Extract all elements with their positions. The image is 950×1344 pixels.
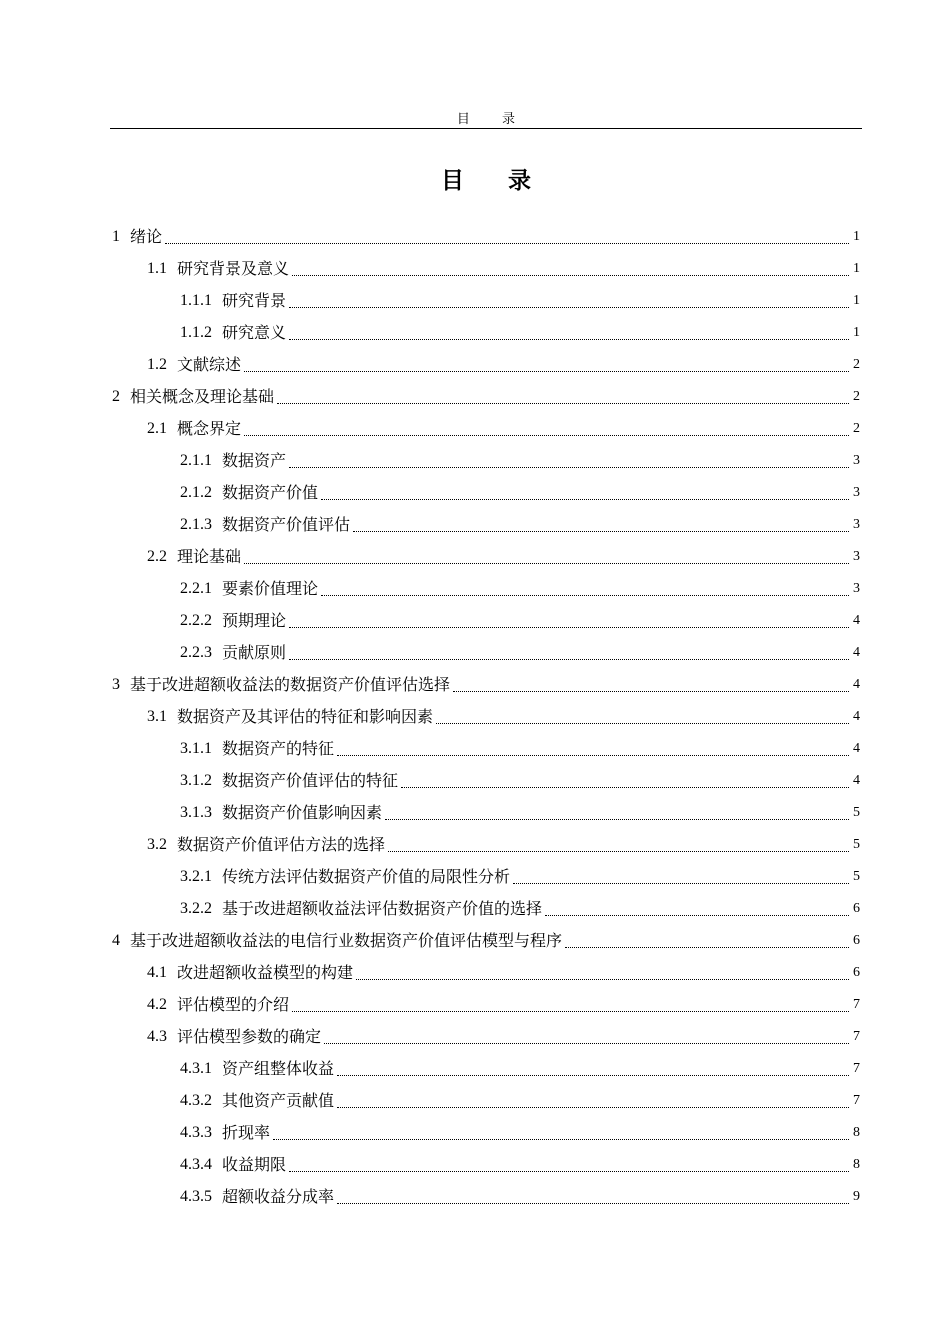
dot-leader (337, 1202, 849, 1204)
dot-leader (385, 818, 849, 820)
toc-entry-page: 6 (853, 933, 860, 948)
toc-entry[interactable] (112, 221, 860, 253)
toc-entry[interactable] (112, 861, 860, 893)
toc-entry-number: 2.2.3 (180, 644, 212, 661)
toc-entry-number: 3.1.1 (180, 740, 212, 757)
toc-entry-title: 评估模型参数的确定 (177, 1027, 322, 1046)
toc-entry-page: 1 (853, 261, 860, 276)
header-rule (110, 128, 862, 129)
toc-entry-page: 3 (853, 581, 860, 596)
dot-leader (321, 594, 849, 596)
toc-entry-number: 2.1 (147, 420, 167, 437)
toc-entry-page: 1 (853, 325, 860, 340)
toc-entry[interactable] (112, 317, 860, 349)
toc-entry[interactable] (112, 1181, 860, 1213)
toc-entry-title: 数据资产价值评估 (222, 515, 351, 534)
dot-leader (321, 498, 849, 500)
toc-entry[interactable] (112, 733, 860, 765)
toc-entry-number: 4.3.5 (180, 1188, 212, 1205)
toc-entry[interactable] (112, 829, 860, 861)
toc-entry[interactable] (112, 381, 860, 413)
toc-entry-page: 5 (853, 869, 860, 884)
toc-entry-number: 3.1.2 (180, 772, 212, 789)
toc-entry-title: 传统方法评估数据资产价值的局限性分析 (222, 867, 511, 886)
toc-entry-page: 7 (853, 1061, 860, 1076)
toc-entry-number: 2.1.2 (180, 484, 212, 501)
toc-entry-page: 4 (853, 677, 860, 692)
toc-entry-number: 4.1 (147, 964, 167, 981)
dot-leader (165, 242, 849, 244)
toc-entry-title: 基于改进超额收益法的数据资产价值评估选择 (130, 675, 451, 694)
toc-entry-number: 2.1.3 (180, 516, 212, 533)
toc-entry[interactable] (112, 285, 860, 317)
dot-leader (292, 274, 849, 276)
dot-leader (289, 306, 849, 308)
toc-entry-number: 2.2 (147, 548, 167, 565)
toc-entry[interactable] (112, 989, 860, 1021)
toc-entry-title: 数据资产及其评估的特征和影响因素 (177, 707, 434, 726)
toc-entry-page: 4 (853, 773, 860, 788)
toc-entry[interactable] (112, 765, 860, 797)
toc-entry[interactable] (112, 573, 860, 605)
toc-entry-page: 3 (853, 549, 860, 564)
dot-leader (273, 1138, 849, 1140)
toc-entry-page: 4 (853, 709, 860, 724)
toc-entry-title: 数据资产价值评估的特征 (222, 771, 399, 790)
toc-entry-title: 文献综述 (177, 355, 242, 374)
dot-leader (356, 978, 849, 980)
toc-entry-page: 5 (853, 805, 860, 820)
toc-entry[interactable] (112, 445, 860, 477)
toc-entry[interactable] (112, 797, 860, 829)
dot-leader (244, 562, 849, 564)
toc-entry-page: 3 (853, 485, 860, 500)
toc-entry-title: 折现率 (222, 1123, 271, 1142)
toc-entry-page: 2 (853, 421, 860, 436)
toc-entry-title: 数据资产 (222, 451, 287, 470)
dot-leader (337, 1106, 849, 1108)
toc-entry-page: 4 (853, 741, 860, 756)
dot-leader (337, 754, 849, 756)
dot-leader (289, 338, 849, 340)
dot-leader (324, 1042, 849, 1044)
toc-entry[interactable] (112, 1021, 860, 1053)
toc-entry-number: 3.2 (147, 836, 167, 853)
toc-entry-number: 3.2.2 (180, 900, 212, 917)
toc-entry[interactable] (112, 925, 860, 957)
dot-leader (565, 946, 849, 948)
toc-entry-title: 预期理论 (222, 611, 287, 630)
dot-leader (337, 1074, 849, 1076)
toc-entry[interactable] (112, 669, 860, 701)
toc-entry-title: 超额收益分成率 (222, 1187, 335, 1206)
toc-entry[interactable] (112, 957, 860, 989)
toc-entry-page: 8 (853, 1157, 860, 1172)
toc-entry-number: 4.3.3 (180, 1124, 212, 1141)
toc-entry-title: 评估模型的介绍 (177, 995, 290, 1014)
toc-entry[interactable] (112, 1117, 860, 1149)
toc-entry[interactable] (112, 509, 860, 541)
toc-entry-title: 绪论 (130, 227, 163, 246)
toc-entry-page: 4 (853, 613, 860, 628)
toc-entry-title: 资产组整体收益 (222, 1059, 335, 1078)
toc-entry[interactable] (112, 893, 860, 925)
toc-entry-number: 2.2.2 (180, 612, 212, 629)
toc-entry-number: 4.3.2 (180, 1092, 212, 1109)
dot-leader (513, 882, 849, 884)
toc-entry-title: 研究背景 (222, 291, 287, 310)
dot-leader (277, 402, 849, 404)
dot-leader (289, 658, 849, 660)
toc-entry-title: 其他资产贡献值 (222, 1091, 335, 1110)
toc-entry-page: 2 (853, 389, 860, 404)
dot-leader (545, 914, 849, 916)
toc-entry-page: 1 (853, 229, 860, 244)
toc-entry[interactable] (112, 541, 860, 573)
toc-entry-number: 1 (112, 228, 120, 245)
dot-leader (289, 466, 849, 468)
toc-entry-title: 贡献原则 (222, 643, 287, 662)
dot-leader (244, 370, 849, 372)
toc-entry-page: 7 (853, 1093, 860, 1108)
toc-entry[interactable] (112, 701, 860, 733)
toc-entry-title: 收益期限 (222, 1155, 287, 1174)
toc-entry-title: 研究背景及意义 (177, 259, 290, 278)
toc-entry-number: 3.1.3 (180, 804, 212, 821)
toc-entry-number: 4.2 (147, 996, 167, 1013)
dot-leader (289, 626, 849, 628)
toc-entry-title: 相关概念及理论基础 (130, 387, 275, 406)
toc-entry-title: 基于改进超额收益法的电信行业数据资产价值评估模型与程序 (130, 931, 563, 950)
toc-entry-title: 基于改进超额收益法评估数据资产价值的选择 (222, 899, 543, 918)
toc-entry-title: 数据资产的特征 (222, 739, 335, 758)
toc-entry[interactable] (112, 349, 860, 381)
toc-entry-title: 理论基础 (177, 547, 242, 566)
toc-entry-title: 数据资产价值 (222, 483, 319, 502)
toc-entry-number: 1.1.1 (180, 292, 212, 309)
toc-entry-number: 3 (112, 676, 120, 693)
toc-entry[interactable] (112, 1085, 860, 1117)
toc-entry[interactable] (112, 605, 860, 637)
toc-entry-page: 7 (853, 1029, 860, 1044)
toc-entry-page: 6 (853, 901, 860, 916)
toc-entry-number: 2.1.1 (180, 452, 212, 469)
toc-entry-number: 1.1 (147, 260, 167, 277)
toc-entry-number: 2 (112, 388, 120, 405)
toc-entry-title: 要素价值理论 (222, 579, 319, 598)
toc-entry-page: 3 (853, 517, 860, 532)
toc-entry-number: 1.1.2 (180, 324, 212, 341)
toc-entry-page: 3 (853, 453, 860, 468)
dot-leader (353, 530, 849, 532)
dot-leader (244, 434, 849, 436)
toc-entry-number: 4.3 (147, 1028, 167, 1045)
toc-entry-title: 改进超额收益模型的构建 (177, 963, 354, 982)
toc-entry-number: 4.3.4 (180, 1156, 212, 1173)
toc-entry-number: 2.2.1 (180, 580, 212, 597)
toc-entry-page: 5 (853, 837, 860, 852)
toc-entry-page: 7 (853, 997, 860, 1012)
toc-entry-page: 2 (853, 357, 860, 372)
toc-entry[interactable] (112, 1149, 860, 1181)
toc-entry[interactable] (112, 1053, 860, 1085)
dot-leader (453, 690, 849, 692)
dot-leader (436, 722, 849, 724)
toc-entry-page: 6 (853, 965, 860, 980)
toc-entry-number: 4.3.1 (180, 1060, 212, 1077)
toc-entry-number: 3.1 (147, 708, 167, 725)
toc-entry[interactable] (112, 253, 860, 285)
toc-entry-page: 8 (853, 1125, 860, 1140)
table-of-contents (112, 221, 860, 1213)
toc-entry-title: 数据资产价值评估方法的选择 (177, 835, 386, 854)
dot-leader (292, 1010, 849, 1012)
dot-leader (401, 786, 849, 788)
toc-entry-page: 4 (853, 645, 860, 660)
toc-entry[interactable] (112, 477, 860, 509)
toc-entry[interactable] (112, 637, 860, 669)
toc-entry-number: 1.2 (147, 356, 167, 373)
page-title: 目 录 (440, 168, 549, 194)
toc-entry-title: 数据资产价值影响因素 (222, 803, 383, 822)
toc-entry-number: 4 (112, 932, 120, 949)
dot-leader (388, 850, 849, 852)
dot-leader (289, 1170, 849, 1172)
running-header: 目 录 (456, 112, 530, 127)
toc-entry-page: 9 (853, 1189, 860, 1204)
toc-entry-page: 1 (853, 293, 860, 308)
toc-entry-title: 研究意义 (222, 323, 287, 342)
toc-entry-title: 概念界定 (177, 419, 242, 438)
toc-entry-number: 3.2.1 (180, 868, 212, 885)
toc-entry[interactable] (112, 413, 860, 445)
